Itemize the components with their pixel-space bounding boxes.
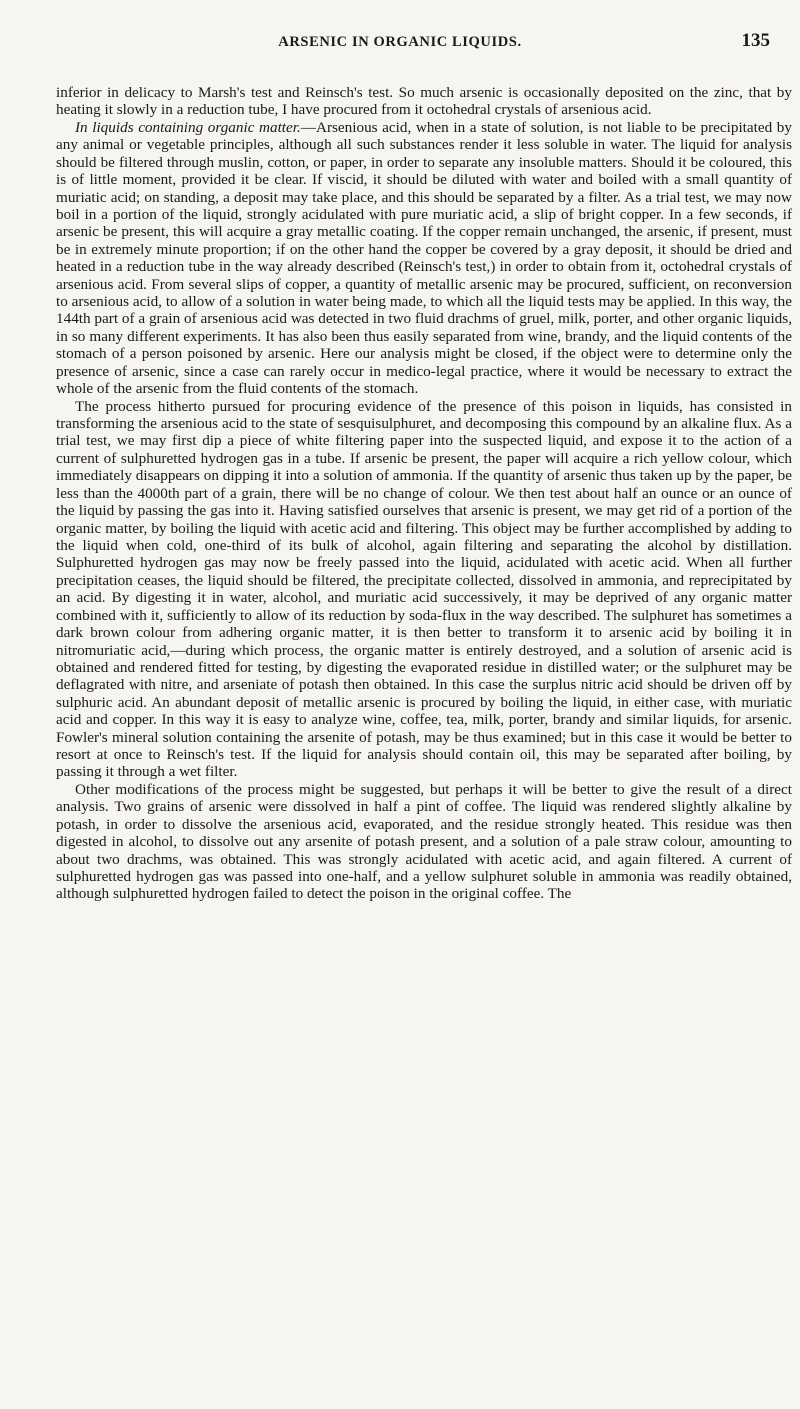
paragraph-text: —Arsenious acid, when in a state of solution, is not liable to be precipitated by any animal or vegetable principles, although all such substances render it less soluble in water. The liquid for analysis should be filtered through muslin, cotton, or paper, in order to separate any insoluble matters. Should it be coloured, this is of little moment, provided it be clear. If viscid, it should be diluted with water and boiled with a small quantity of muriatic acid; on standing, a deposit may take place, and this should be separated by a filter. As a trial test, we may now boil in a portion of the liquid, strongly acidulated with pure muriatic acid, a slip of bright copper. In a few seconds, if arsenic be present, this will acquire a gray metallic coating. If the copper remain unchanged, the arsenic, if present, must be in extremely minute proportion; if on the other hand the copper be covered by a gray deposit, it should be dried and heated in a reduction tube in the way already described (Reinsch's test,) in order to obtain from it, octohedral crystals of arsenious acid. From several slips of copper, a quantity of metallic arsenic may be procured, sufficient, on reconversion to arsenious acid, to allow of a solution in water being made, to which all the liquid tests may be applied. In this way, the 144th part of a grain of arsenious acid was detected in two fluid drachms of gruel, milk, porter, and other organic liquids, in so many different experiments. It has also been thus easily separated from wine, brandy, and the liquid contents of the stomach of a person poisoned by arsenic. Here our analysis might be closed, if the object were to determine only the presence of arsenic, since a case can rarely occur in medico-legal practice, where it would be necessary to extract the whole of the arsenic from the fluid contents of the stomach. (56, 118, 792, 398)
body-text (56, 84, 792, 903)
paragraph-text: inferior in delicacy to Marsh's test and Reinsch's test. So much arsenic is occasionally deposited on the zinc, that by heating it slowly in a reduction tube, I have procured from it octohedral crystals of arsenious acid. (56, 84, 792, 119)
paragraph (56, 84, 792, 119)
paragraph-text: Other modifications of the process might be suggested, but perhaps it will be better to give the result of a direct analysis. Two grains of arsenic were dissolved in half a pint of coffee. The liquid was rendered slightly alkaline by potash, in order to dissolve the arsenious acid, evaporated, and the residue strongly heated. This residue was then digested in alcohol, to dissolve out any arsenite of potash present, and a solution of a pale straw colour, amounting to about two drachms, was obtained. This was strongly acidulated with acetic acid, and again filtered. A current of sulphuretted hydrogen gas was passed into one-half, and a yellow sulphuret soluble in ammonia was readily obtained, although sulphuretted hydrogen failed to detect the poison in the original coffee. The (56, 780, 792, 903)
running-head: ARSENIC IN ORGANIC LIQUIDS. (278, 34, 522, 50)
page-number: 135 (741, 30, 770, 51)
section-lead: In liquids containing organic matter. (75, 118, 301, 136)
paragraph-text: The process hitherto pursued for procuring evidence of the presence of this poison in liquids, has consisted in transforming the arsenious acid to the state of sesquisulphuret, and decomposing this compound by an alkaline flux. As a trial test, we may first dip a piece of white filtering paper into the suspected liquid, and expose it to the action of a current of sulphuretted hydrogen gas in a tube. If arsenic be present, the paper will acquire a rich yellow colour, which immediately disappears on dipping it into a solution of ammonia. If the quantity of arsenic thus taken up by the paper, be less than the 4000th part of a grain, there will be no change of colour. We then test about half an ounce or an ounce of the liquid by passing the gas into it. Having satisfied ourselves that arsenic is present, we may get rid of a portion of the organic matter, by boiling the liquid with acetic acid and filtering. This object may be further accomplished by adding to the liquid when cold, one-third of its bulk of alcohol, again filtering and separating the alcohol by distillation. Sulphuretted hydrogen gas may now be freely passed into the liquid, acidulated with acetic acid. When all further precipitation ceases, the liquid should be filtered, the precipitate collected, dissolved in ammonia, and reprecipitated by an acid. By digesting it in water, alcohol, and muriatic acid successively, it may be deprived of any organic matter combined with it, sufficiently to allow of its reduction by soda-flux in the way described. The sulphuret has sometimes a dark brown colour from adhering organic matter, it is then better to transform it to arsenic acid by boiling it in nitromuriatic acid,—during which process, the organic matter is entirely destroyed, and a solution of arsenic acid is obtained and rendered fitted for testing, by digesting the evaporated residue in distilled water; or the sulphuret may be deflagrated with nitre, and arseniate of potash then obtained. In this case the surplus nitric acid should be driven off by sulphuric acid. An abundant deposit of metallic arsenic is procured by boiling the liquid, in either case, with muriatic acid and copper. In this way it is easy to analyze wine, coffee, tea, milk, porter, brandy and similar liquids, for arsenic. Fowler's mineral solution containing the arsenite of potash, may be thus examined; but in this case it would be better to resort at once to Reinsch's test. If the liquid for analysis should contain oil, this may be separated after boiling, by passing it through a wet filter. (56, 397, 792, 781)
paragraph (56, 398, 792, 781)
paragraph (56, 781, 792, 903)
page-header (0, 30, 800, 58)
paragraph (56, 119, 792, 398)
